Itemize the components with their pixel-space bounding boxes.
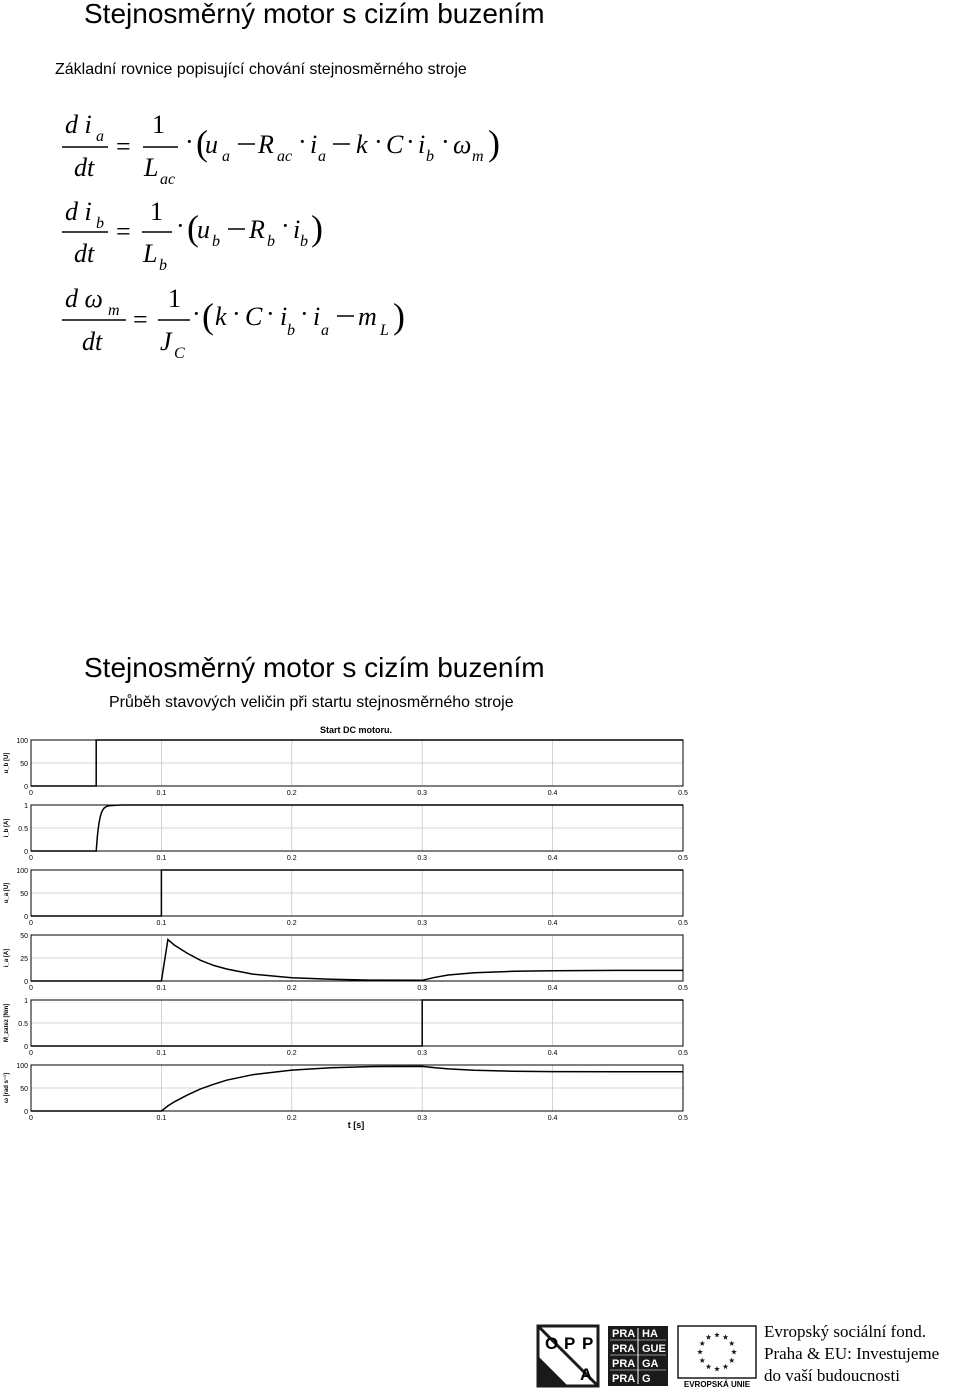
svg-text:R: R [258,130,274,159]
svg-text:): ) [311,208,323,248]
x-tick-label: 0.5 [678,855,688,862]
x-tick-label: 0.4 [547,855,558,862]
y-tick-label: 100 [16,738,28,745]
equation-1 [62,110,500,188]
y-tick-label: 0 [24,914,28,921]
y-tick-label: 0.5 [18,826,28,833]
x-tick-label: 0.5 [678,920,688,927]
series-line [31,940,683,981]
svg-text:·: · [300,299,309,328]
x-tick-label: 0.1 [156,1050,167,1057]
y-tick-label: 0 [24,784,28,791]
svg-text:i: i [280,302,288,331]
svg-text:·: · [406,127,415,156]
svg-text:PRA: PRA [612,1343,636,1355]
svg-text:GA: GA [642,1358,659,1370]
eu-text-line-1: Evropský sociální fond. [764,1322,926,1341]
eq1-lhs-num-sub: a [96,128,104,145]
svg-text:b: b [212,233,220,250]
svg-text:u: u [197,215,210,244]
x-tick-label: 0.2 [286,790,297,797]
svg-text:a: a [318,148,326,165]
x-tick-label: 0.3 [417,790,428,797]
svg-text:·: · [192,299,201,328]
x-tick-label: 0.3 [417,920,428,927]
svg-text:): ) [488,123,500,163]
y-tick-label: 0 [24,979,28,986]
eq1-rhs-den: L [144,153,159,182]
svg-text:R: R [249,215,265,244]
slide1-title: Stejnosměrný motor s cizím buzením [84,0,545,29]
svg-text:ac: ac [277,148,293,165]
slide2-title: Stejnosměrný motor s cizím buzením [84,652,545,683]
svg-text:u: u [205,130,218,159]
svg-text:(: ( [202,296,214,336]
eq1-rhs-num: 1 [152,110,165,139]
svg-text:a: a [222,148,230,165]
x-tick-label: 0.5 [678,790,688,797]
svg-text:i: i [310,130,318,159]
series-line [31,1066,683,1111]
y-tick-label: 1 [24,998,28,1005]
panel-ylabel: i_a [A] [4,948,10,968]
svg-text:m: m [358,302,377,331]
eq2-rhs-den-sub: b [159,257,167,274]
svg-text:i: i [418,130,426,159]
eq3-rhs-den-sub: C [174,345,185,362]
svg-text:b: b [267,233,275,250]
svg-text:·: · [185,127,194,156]
eq3-rhs-num: 1 [168,284,181,313]
panel-4 [4,933,688,992]
svg-text:b: b [287,322,295,339]
svg-text:G: G [642,1373,651,1385]
x-tick-label: 0 [29,920,33,927]
svg-text:C: C [245,302,263,331]
logos-bar [536,1318,766,1390]
svg-text:P: P [564,1334,576,1353]
panel-6 [3,1063,688,1122]
x-tick-label: 0 [29,855,33,862]
eq2-rhs-den: L [143,239,158,268]
svg-text:k: k [215,302,227,331]
x-tick-label: 0.2 [286,1050,297,1057]
x-tick-label: 0.3 [417,1050,428,1057]
x-tick-label: 0.4 [547,920,558,927]
svg-text:=: = [133,305,148,334]
svg-text:O: O [545,1334,559,1353]
eu-text-line-2: Praha & EU: Investujeme [764,1344,940,1363]
svg-text:b: b [300,233,308,250]
y-tick-label: 100 [16,1063,28,1070]
svg-text:): ) [393,296,405,336]
svg-text:ω: ω [453,130,472,159]
svg-text:GUE: GUE [642,1343,666,1355]
svg-text:PRA: PRA [612,1328,636,1340]
x-tick-label: 0.3 [417,855,428,862]
panel-ylabel: u_a [U] [4,882,10,904]
x-tick-label: 0 [29,1050,33,1057]
svg-text:m: m [472,148,484,165]
equation-2 [62,197,323,274]
svg-text:b: b [426,148,434,165]
eq2-lhs-num: d i [65,197,92,226]
x-tick-label: 0 [29,790,33,797]
svg-text:·: · [232,299,241,328]
svg-text:=: = [116,132,131,161]
svg-text:HA: HA [642,1328,658,1340]
y-tick-label: 0 [24,1044,28,1051]
eq3-lhs-num-sub: m [108,302,120,319]
chart-title: Start DC motoru. [320,725,392,735]
eu-flag-logo [678,1326,756,1389]
svg-text:·: · [374,127,383,156]
x-tick-label: 0.3 [417,1115,428,1122]
svg-text:L: L [380,322,389,339]
panel-ylabel: u_b [U] [4,752,10,774]
eq3-rhs-den: J [160,327,172,356]
x-tick-label: 0.1 [156,920,167,927]
eq3-lhs-den: dt [82,327,103,356]
panel-2 [4,803,688,862]
x-tick-label: 0.4 [547,790,558,797]
panel-ylabel: ω [rad s⁻¹] [4,1072,10,1104]
y-tick-label: 0.5 [18,1021,28,1028]
eq2-lhs-den: dt [74,239,95,268]
y-tick-label: 50 [20,891,28,898]
eq2-lhs-num-sub: b [96,215,104,232]
x-tick-label: 0.1 [156,855,167,862]
svg-text:(: ( [196,123,208,163]
panel-5 [4,998,688,1057]
y-tick-label: 0 [24,1109,28,1116]
x-tick-label: 0.1 [156,790,167,797]
slide1-subtitle: Základní rovnice popisující chování stejnosměrného stroje [55,61,467,78]
svg-text:PRA: PRA [612,1358,636,1370]
x-tick-label: 0 [29,985,33,992]
y-tick-label: 50 [20,933,28,940]
svg-text:·: · [266,299,275,328]
svg-text:C: C [386,130,404,159]
equations [0,100,560,370]
y-tick-label: 50 [20,761,28,768]
panel-ylabel: i_b [A] [4,818,10,838]
x-tick-label: 0.5 [678,985,688,992]
svg-text:A: A [580,1365,593,1384]
panel-ylabel: M_zatez [Nm] [4,1003,10,1043]
eq1-lhs-num: d i [65,110,92,139]
svg-text:·: · [298,127,307,156]
y-tick-label: 100 [16,868,28,875]
svg-text:(: ( [187,208,199,248]
y-tick-label: 0 [24,849,28,856]
x-tick-label: 0.2 [286,920,297,927]
eq3-lhs-num: d ω [65,284,103,313]
x-tick-label: 0.2 [286,1115,297,1122]
eu-caption: EVROPSKÁ UNIE [683,1380,751,1389]
x-tick-label: 0 [29,1115,33,1122]
x-tick-label: 0.1 [156,1115,167,1122]
praha-logo [608,1326,668,1386]
slide2-subtitle: Průběh stavových veličin při startu stejnosměrného stroje [109,694,514,711]
eu-text-line-3: do vaší budoucnosti [764,1366,900,1385]
equation-3 [62,284,405,362]
x-tick-label: 0.4 [547,985,558,992]
svg-text:·: · [441,127,450,156]
y-tick-label: 25 [20,956,28,963]
x-tick-label: 0.1 [156,985,167,992]
panel-3 [4,868,688,927]
svg-text:P: P [582,1334,594,1353]
chart-xlabel: t [s] [347,1120,365,1130]
svg-text:a: a [321,322,329,339]
svg-text:·: · [176,211,185,240]
eq1-rhs-den-sub: ac [160,171,176,188]
svg-text:=: = [116,217,131,246]
x-tick-label: 0.4 [547,1050,558,1057]
panel-1 [4,738,688,797]
start-dc-motor-chart [0,718,700,1138]
x-tick-label: 0.2 [286,855,297,862]
eq1-lhs-den: dt [74,153,95,182]
y-tick-label: 50 [20,1086,28,1093]
x-tick-label: 0.5 [678,1050,688,1057]
y-tick-label: 1 [24,803,28,810]
eq2-rhs-num: 1 [150,197,163,226]
x-tick-label: 0.4 [547,1115,558,1122]
x-tick-label: 0.3 [417,985,428,992]
opp-logo [538,1326,598,1386]
svg-text:i: i [293,215,301,244]
x-tick-label: 0.5 [678,1115,688,1122]
svg-text:k: k [356,130,368,159]
svg-text:PRA: PRA [612,1373,636,1385]
svg-text:·: · [281,211,290,240]
svg-text:i: i [313,302,321,331]
x-tick-label: 0.2 [286,985,297,992]
